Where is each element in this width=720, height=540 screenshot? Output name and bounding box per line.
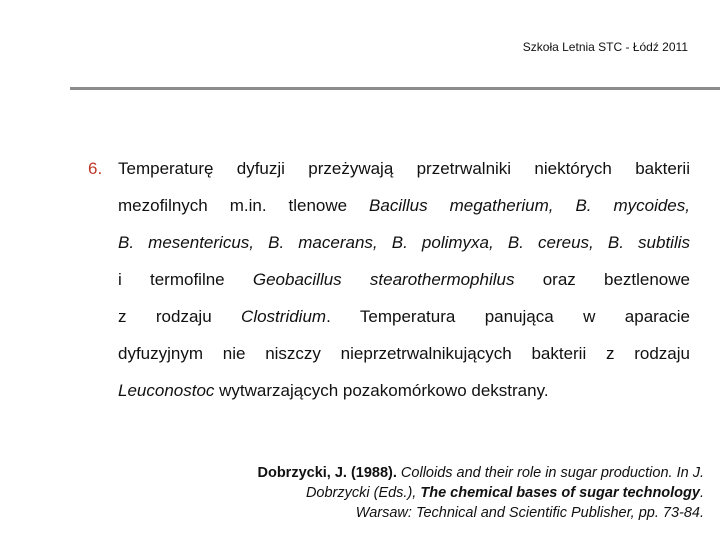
- reference-book-title: The chemical bases of sugar technology: [420, 485, 700, 501]
- reference-line: [184, 483, 704, 503]
- species-name: Bacillus megatherium, B. mycoides,: [369, 196, 690, 215]
- text-span: . Temperatura panująca w aparacie: [326, 307, 690, 326]
- species-name: B. mesentericus, B. macerans, B. polimyxa, B. cereus, B. subtilis: [118, 233, 690, 252]
- species-name: Geobacillus stearothermophilus: [252, 270, 515, 289]
- paragraph-line: [88, 150, 690, 187]
- text-span: mezofilnych m.in. tlenowe: [118, 196, 370, 215]
- species-name: Leuconostoc: [118, 381, 215, 400]
- paragraph-line: [88, 224, 690, 261]
- slide-header: Szkoła Letnia STC - Łódź 2011: [522, 40, 688, 54]
- reference-text: Warsaw: Technical and Scientific Publisher, pp. 73-84.: [355, 505, 704, 521]
- text-span: wytwarzających pozakomórkowo dekstrany.: [214, 381, 549, 400]
- reference-citation: [184, 463, 704, 523]
- text-span: Temperaturę dyfuzji przeżywają przetrwalniki niektórych bakterii: [118, 159, 690, 178]
- item-paragraph: [88, 150, 690, 409]
- reference-text: Dobrzycki (Eds.),: [305, 485, 421, 501]
- reference-line: [184, 463, 704, 483]
- species-name: Clostridium: [241, 307, 327, 326]
- reference-author: Dobrzycki, J. (1988).: [257, 465, 397, 481]
- text-span: oraz beztlenowe: [514, 270, 690, 289]
- paragraph-line: [88, 372, 690, 409]
- paragraph-line: [88, 298, 690, 335]
- header-divider: [70, 87, 720, 90]
- paragraph-line: [88, 261, 690, 298]
- text-span: z rodzaju: [118, 307, 242, 326]
- text-span: i termofilne: [118, 270, 253, 289]
- paragraph-line: [88, 187, 690, 224]
- paragraph-line: [88, 335, 690, 372]
- item-number: 6.: [88, 159, 103, 178]
- reference-text: Colloids and their role in sugar production. In J.: [396, 465, 704, 481]
- text-span: dyfuzyjnym nie niszczy nieprzetrwalnikujących bakterii z rodzaju: [118, 344, 690, 363]
- reference-text: .: [699, 485, 704, 501]
- reference-line: [184, 503, 704, 523]
